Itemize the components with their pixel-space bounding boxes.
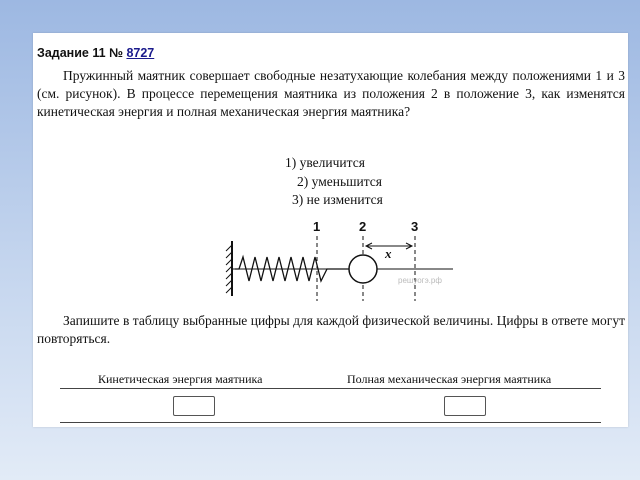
position-1-label: 1 bbox=[313, 219, 321, 234]
position-2-label: 2 bbox=[359, 219, 367, 234]
pendulum-bob bbox=[349, 255, 377, 283]
displacement-label: x bbox=[385, 246, 392, 261]
column-header-total: Полная механическая энергия маятника bbox=[347, 372, 552, 386]
task-label: Задание 11 № bbox=[37, 46, 123, 60]
option-decrease: 2) уменьшится bbox=[297, 173, 382, 189]
total-energy-answer-input[interactable] bbox=[444, 396, 486, 416]
option-no-change: 3) не изменится bbox=[292, 192, 383, 207]
kinetic-answer-input[interactable] bbox=[173, 396, 215, 416]
answer-table bbox=[60, 372, 601, 424]
problem-text: Пружинный маятник совершает свободные незатухающие колебания между положениями 1 и 3 (см. рисунок). В процессе перемещения маятника из положения 2 в положение 3, как изменятся кинетическая энергия и полная механическая энергия маятника? bbox=[37, 68, 625, 119]
table-divider-top bbox=[60, 388, 601, 389]
wall bbox=[226, 241, 232, 296]
task-number-link[interactable]: 8727 bbox=[126, 46, 155, 60]
position-3-label: 3 bbox=[411, 219, 419, 234]
spring-pendulum-figure bbox=[33, 33, 628, 427]
instruction-text: Запишите в таблицу выбранные цифры для каждой физической величины. Цифры в ответе могут повторяться. bbox=[37, 313, 625, 346]
option-increase: 1) увеличится bbox=[285, 155, 365, 170]
column-header-kinetic: Кинетическая энергия маятника bbox=[98, 372, 263, 386]
watermark: решуогэ.рф bbox=[398, 276, 442, 285]
table-divider-bottom bbox=[60, 422, 601, 423]
task-card bbox=[33, 33, 628, 427]
